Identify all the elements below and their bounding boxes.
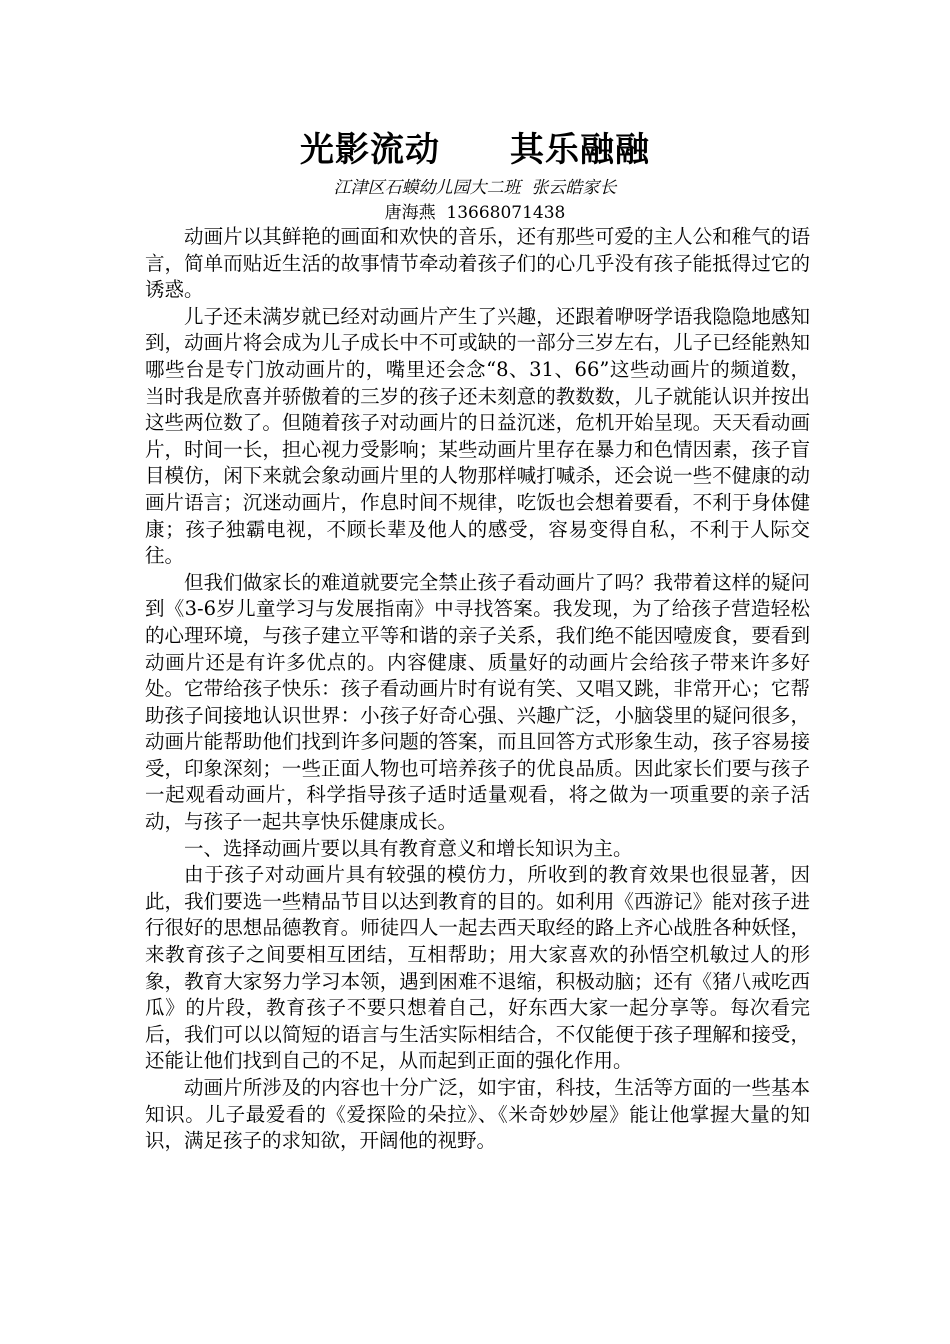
section-heading: 一、选择动画片要以具有教育意义和增长知识为主。: [184, 836, 633, 860]
paragraph: 但我们做家长的难道就要完全禁止孩子看动画片了吗？我带着这样的疑问到《3-6岁儿童学习与发展指南》中寻找答案。我发现，为了给孩子营造轻松的心理环境，与孩子建立平等和谐的亲子关系，我们绝不能因噎废食，要看到动画片还是有许多优点的。内容健康、质量好的动画片会给孩子带来许多好处。它带给孩子快乐：孩子看动画片时有说有笑、又唱又跳，非常开心；它帮助孩子间接地认识世界：小孩子好奇心强、兴趣广泛，小脑袋里的疑问很多，动画片能帮助他们找到许多问题的答案，而且回答方式形象生动，孩子容易接受，印象深刻；一些正面人物也可培养孩子的优良品质。因此家长们要与孩子一起观看动画片，科学指导孩子适时适量观看，将之做为一项重要的亲子活动，与孩子一起共享快乐健康成长。: [145, 570, 810, 834]
article-body: [145, 224, 810, 1155]
paragraph: 由于孩子对动画片具有较强的模仿力，所收到的教育效果也很显著，因此，我们要选一些精品节目以达到教育的目的。如利用《西游记》能对孩子进行很好的思想品德教育。师徒四人一起去西天取经的路上齐心战胜各种妖怪，来教育孩子之间要相互团结，互相帮助；用大家喜欢的孙悟空机敏过人的形象，教育大家努力学习本领，遇到困难不退缩，积极动脑；还有《猪八戒吃西瓜》的片段，教育孩子不要只想着自己，好东西大家一起分享等。每次看完后，我们可以以简短的语言与生活实际相结合，不仅能便于孩子理解和接受，还能让他们找到自己的不足，从而起到正面的强化作用。: [145, 863, 810, 1073]
paragraph: 动画片所涉及的内容也十分广泛，如宇宙，科技，生活等方面的一些基本知识。儿子最爱看的《爱探险的朵拉》、《米奇妙妙屋》能让他掌握大量的知识，满足孩子的求知欲，开阔他的视野。: [145, 1076, 810, 1153]
author-line: 江津区石蟆幼儿园大二班 张云皓家长: [333, 178, 617, 198]
paragraph: 儿子还未满岁就已经对动画片产生了兴趣，还跟着咿呀学语我隐隐地感知到，动画片将会成为儿子成长中不可或缺的一部分三岁左右，儿子已经能熟知哪些台是专门放动画片的，嘴里还会念“8、31、66”这些动画片的频道数，当时我是欣喜并骄傲着的三岁的孩子还未刻意的教数数，儿子就能认识并按出这些两位数了。但随着孩子对动画片的日益沉迷，危机开始呈现。天天看动画片，时间一长，担心视力受影响；某些动画片里存在暴力和色情因素，孩子盲目模仿，闲下来就会象动画片里的人物那样喊打喊杀，还会说一些不健康的动画片语言；沉迷动画片，作息时间不规律，吃饭也会想着要看，不利于身体健康；孩子独霸电视，不顾长辈及他人的感受，容易变得自私，不利于人际交往。: [145, 304, 810, 568]
document-title: 光影流动 其乐融融: [300, 130, 650, 170]
paragraph: 动画片以其鲜艳的画面和欢快的音乐，还有那些可爱的主人公和稚气的语言，简单而贴近生活的故事情节牵动着孩子们的心几乎没有孩子能抵得过它的诱惑。: [145, 225, 810, 302]
contact-line: 唐海燕 13668071438: [384, 203, 566, 223]
